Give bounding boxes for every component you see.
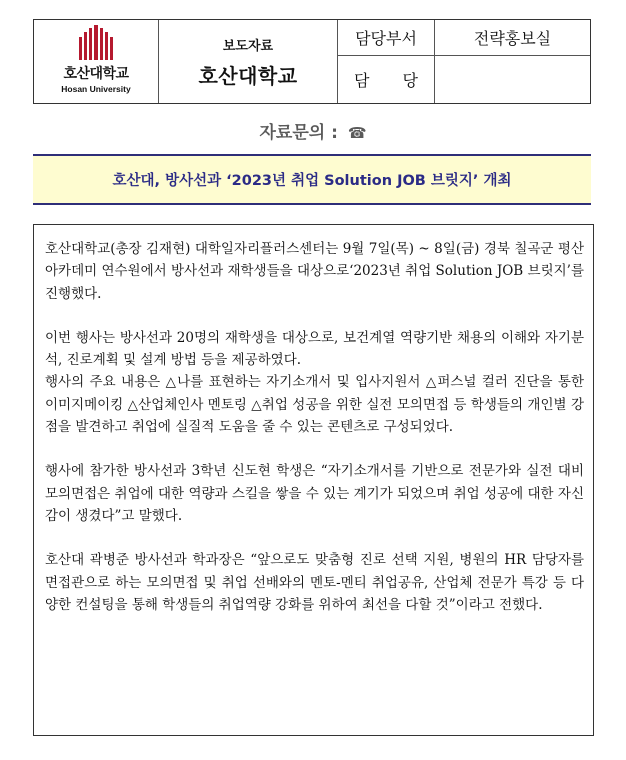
headline: 호산대, 방사선과 ‘2023년 취업 Solution JOB 브릿지’ 개최 [112, 173, 512, 189]
article-paragraph: 호산대학교(총장 김재현) 대학일자리플러스센터는 9월 7일(목) ~ 8일(금) 경북 칠곡군 평산아카데미 연수원에서 방사선과 재학생들을 대상으로‘2023년 취업 Solution JOB 브릿지’를 진행했다. [45, 241, 584, 302]
dept-value: 전략홍보실 [435, 20, 590, 56]
header-table [33, 19, 591, 104]
dept-label: 담당부서 [338, 20, 435, 56]
logo-name-en: Hosan University [61, 84, 131, 94]
university-name: 호산대학교 [198, 63, 298, 88]
article-paragraph: 이번 행사는 방사선과 20명의 재학생을 대상으로, 보건계열 역량기반 채용의 이해와 자기분석, 진로계획 및 설계 방법 등을 제공하였다. [45, 329, 584, 369]
university-logo [34, 20, 159, 103]
press-release-label: 보도자료 [222, 38, 274, 54]
inquiry-label: 자료문의 : [259, 123, 338, 143]
article-paragraph: 행사에 참가한 방사선과 3학년 신도현 학생은 “자기소개서를 기반으로 전문가와 실전 대비 모의면접은 취업에 대한 역량과 스킬을 쌓을 수 있는 계기가 되었으며 취업 성공에 대한 자신감이 생겼다”고 말했다. [45, 463, 584, 524]
person-label: 담 당 [338, 56, 435, 103]
person-value [435, 56, 590, 103]
article-body [33, 224, 594, 736]
article-paragraph: 호산대 곽병준 방사선과 학과장은 “앞으로도 맞춤형 진로 선택 지원, 병원의 HR 담당자를 면접관으로 하는 모의면접 및 취업 선배와의 멘토-멘티 취업공유, 산업체 전문가 특강 등 다양한 컨설팅을 통해 학생들의 취업역량 강화를 위하여 최선을 다할 것”이라고 전했다. [45, 552, 584, 613]
phone-icon: ☎ [347, 124, 367, 142]
article-paragraph: 행사의 주요 내용은 △나를 표현하는 자기소개서 및 입사지원서 △퍼스널 컬러 진단을 통한 이미지메이킹 △산업체인사 멘토링 △취업 성공을 위한 실전 모의면접 등 학생들의 개인별 강점을 발견하고 취업에 실질적 도움을 줄 수 있는 콘텐츠로 구성되었다. [45, 374, 584, 436]
inquiry-line [0, 118, 626, 143]
press-release-heading [159, 20, 338, 103]
headline-bar [33, 154, 591, 205]
university-emblem-icon [76, 24, 116, 60]
logo-name-kr: 호산대학교 [63, 66, 129, 82]
